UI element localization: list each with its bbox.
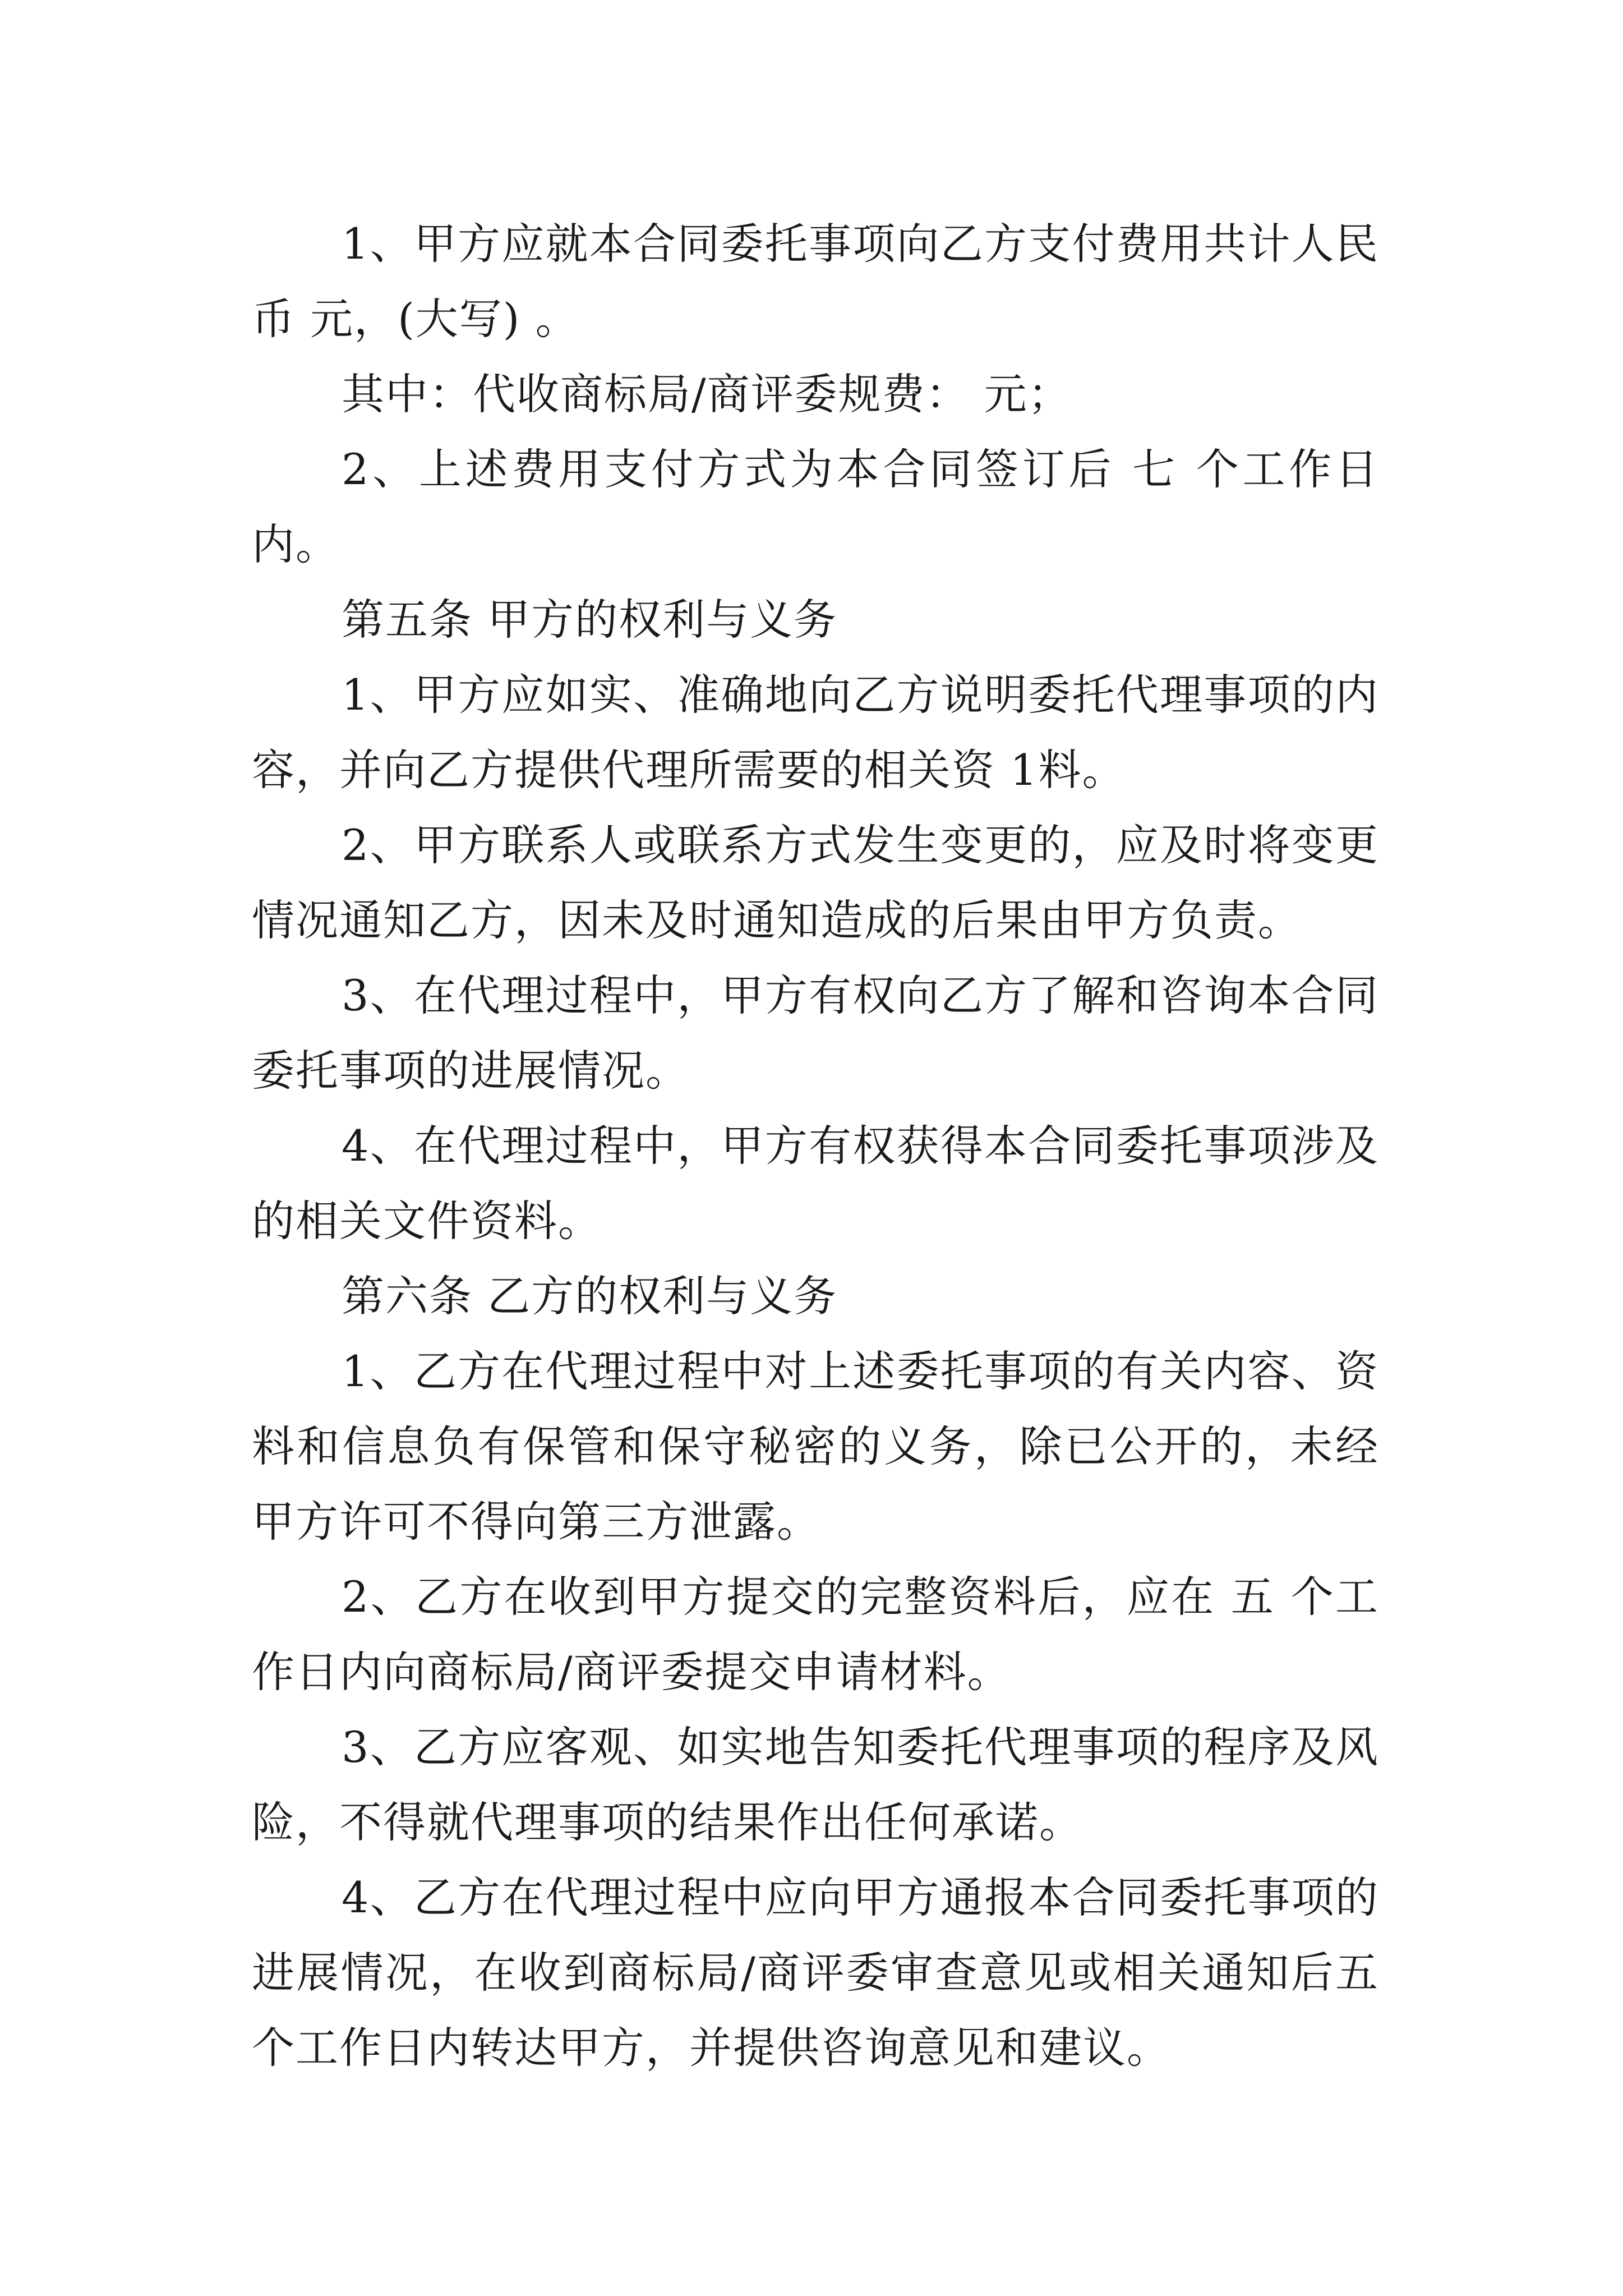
paragraph-party-a-1: 1、甲方应如实、准确地向乙方说明委托代理事项的内容，并向乙方提供代理所需要的相关资 1料。 bbox=[252, 670, 1379, 795]
paragraph-payment-method: 2、上述费用支付方式为本合同签订后 七 个工作日内。 bbox=[252, 444, 1379, 569]
section-heading-party-a: 第五条 甲方的权利与义务 bbox=[342, 595, 838, 645]
section-heading-party-b: 第六条 乙方的权利与义务 bbox=[342, 1271, 838, 1321]
paragraph-party-a-2: 2、甲方联系人或联系方式发生变更的，应及时将变更情况通知乙方，因未及时通知造成的后果由甲方负责。 bbox=[252, 820, 1379, 945]
paragraph-fee-total: 1、甲方应就本合同委托事项向乙方支付费用共计人民币 元，(大写) 。 bbox=[252, 219, 1379, 344]
paragraph-party-b-2: 2、乙方在收到甲方提交的完整资料后，应在 五 个工作日内向商标局/商评委提交申请材料。 bbox=[252, 1572, 1379, 1697]
paragraph-party-b-1: 1、乙方在代理过程中对上述委托事项的有关内容、资料和信息负有保管和保守秘密的义务，除已公开的，未经甲方许可不得向第三方泄露。 bbox=[252, 1346, 1379, 1547]
document-body bbox=[252, 206, 1379, 2086]
paragraph-party-a-3: 3、在代理过程中，甲方有权向乙方了解和咨询本合同委托事项的进展情况。 bbox=[252, 970, 1379, 1096]
paragraph-party-b-3: 3、乙方应客观、如实地告知委托代理事项的程序及风险，不得就代理事项的结果作出任何承诺。 bbox=[252, 1722, 1379, 1847]
paragraph-party-b-4: 4、乙方在代理过程中应向甲方通报本合同委托事项的进展情况，在收到商标局/商评委审查意见或相关通知后五个工作日内转达甲方，并提供咨询意见和建议。 bbox=[252, 1872, 1379, 2073]
paragraph-fee-official: 其中：代收商标局/商评委规费： 元； bbox=[342, 369, 1072, 419]
paragraph-party-a-4: 4、在代理过程中，甲方有权获得本合同委托事项涉及的相关文件资料。 bbox=[252, 1121, 1379, 1246]
